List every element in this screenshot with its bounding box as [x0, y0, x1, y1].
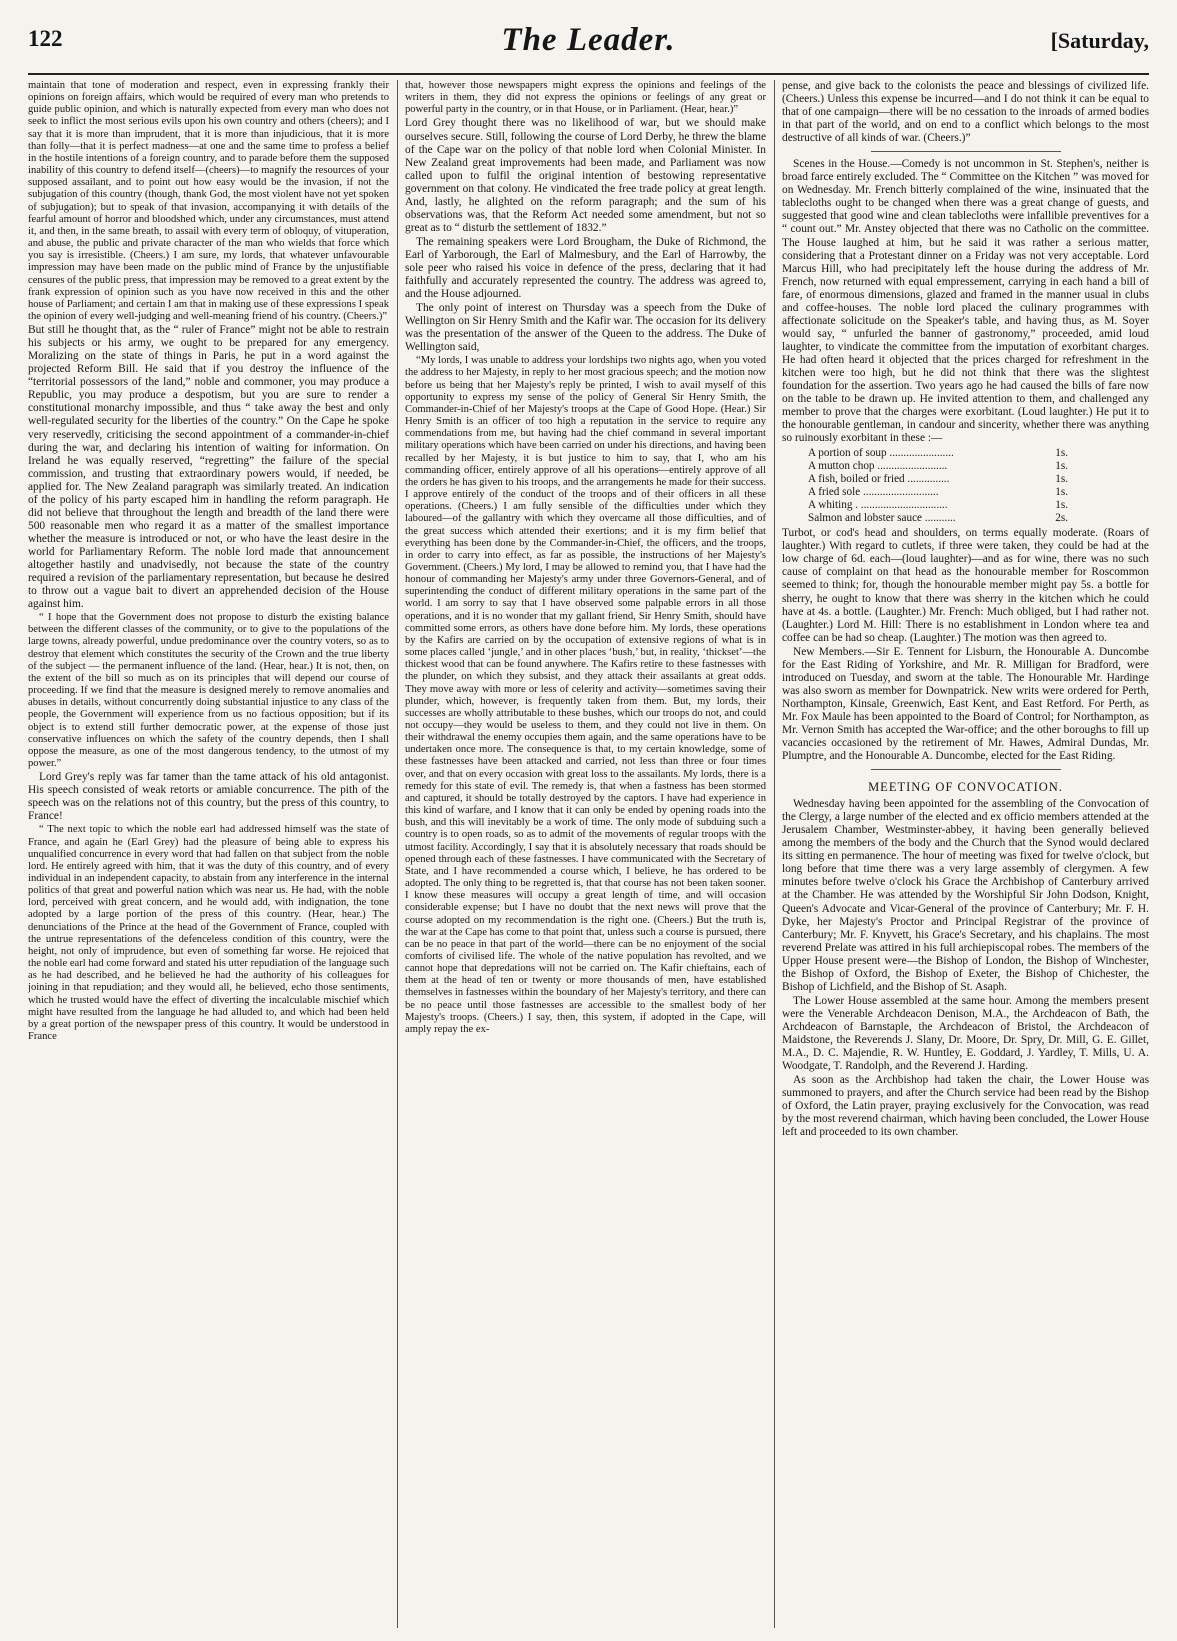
paragraph: Wednesday having been appointed for the assembling of the Convocation of the Clergy, a large number of the elected and ex officio members attended at the Jerusalem Chamber, Westminster-abbey, it having been generally believed among the members of the body and the Church that the Synod would declared its sitting en permanence. The hour of meeting was fixed for twelve o'clock, but long before that time there was a very large assembly of clergymen. A few minutes before twelve o'clock his Grace the Archbishop of Canterbury arrived at the Chamber. He was attended by the Worshipful Sir John Dodson, Knight, Queen's Advocate and Vicar-General of the province of Canterbury; Mr. F. H. Dyke, her Majesty's Proctor and Principal Registrar of the province of Canterbury; Mr. F. Knyvett, his Grace's Secretary, and his chaplains. The most reverend Prelate was attired in his full archiepiscopal robes. The members of the Upper House present were—the Bishop of London, the Bishop of Winchester, the Bishop of Oxford, the Bishop of Exeter, the Bishop of Chichester, the Bishop of Lichfield, and the Bishop of St. Asaph. [782, 798, 1149, 993]
columns [28, 80, 1149, 1628]
column-3 [782, 80, 1149, 1628]
bill-item [808, 486, 1068, 499]
bill-item-price: 1s. [1055, 499, 1068, 512]
column-2 [405, 80, 766, 1628]
column-divider [397, 80, 398, 1628]
section-divider [871, 151, 1061, 152]
page-header [28, 22, 1149, 72]
bill-item-price: 2s. [1055, 512, 1068, 525]
bill-item-label: A mutton chop ......................... [808, 460, 948, 473]
paragraph: The only point of interest on Thursday was a speech from the Duke of Wellington on Sir Henry Smith and the Kafir war. The occasion for its delivery was the presentation of the answer of the Queen to the address. The Duke of Wellington said, [405, 302, 766, 354]
column-1 [28, 80, 389, 1628]
page-number: 122 [28, 26, 63, 51]
paragraph: “ I hope that the Government does not propose to disturb the existing balance between the different classes of the community, or to give to the populations of the large towns, already powerful, undue predominance over the country voters, so as to destroy that element which constitutes the security of the Crown and the true liberty of the subject — the permanent influence of the land. (Hear, hear.) It is not, then, on the extent of the bill so much as on its principles that will depend our course of proceeding. If we find that the measure is designed merely to remove anomalies and abuses in details, without concurrently doing substantial injustice to any class of the people, the Government will experience from us no factious opposition; but if its object is to extend still further democratic power, at the expense of those just conservative influences on which the safety of the country depends, then I shall oppose the measure, as one of the most dangerous tendency, to the utmost of my power.” [28, 612, 389, 770]
bill-item [808, 512, 1068, 525]
header-rule [28, 73, 1149, 75]
paragraph: pense, and give back to the colonists the peace and blessings of civilized life. (Cheers.) Unless this expense be incurred—and I do not think it can be equal to that of one campaign—there will be no cessation to the inroads of armed bodies in that part of the world, and on end to a conflict which belongs to the most destructive of all kinds of war. (Cheers.)” [782, 80, 1149, 145]
bill-of-fare [808, 447, 1068, 525]
paragraph: Turbot, or cod's head and shoulders, on terms equally moderate. (Roars of laughter.) With regard to cutlets, if three were taken, they could be had at the low charge of 6d. each—(loud laughter)—and as for wine, there was no such cause of complaint on that head as the honourable member for Roscommon seemed to think; for, though the honourable member might pay 5s. a bottle for sherry, he ought to know that there was sherry in the kitchen which he could have at 4s. a bottle. (Laughter.) Mr. French: Much obliged, but I had rather not. (Laughter.) Lord M. Hill: There is no establishment in London where tea and coffee can be had so cheap. (Laughter.) The motion was then agreed to. [782, 527, 1149, 644]
paragraph: Scenes in the House.—Comedy is not uncommon in St. Stephen's, neither is broad farce entirely excluded. The “ Committee on the Kitchen ” was moved for on Wednesday. Mr. French bitterly complained of the wine, insinuated that the tablecloths ought to be changed when there was a great change of guests, and suggested that good wine and clean tablecloths were infallible preventives for a “ count out.” Mr. Anstey objected that there was no Catholic on the committee. The House laughed at him, but he said it was rather a serious matter, considering that a Protestant dinner on a Friday was not very acceptable. Lord Marcus Hill, who had precipitately left the house during the address of Mr. French, now returned with equal empressement, carrying in each hand a bill of fare, of enormous dimensions, glazed and framed in the manner usual in clubs and coffee-houses. The noble lord placed the culinary programmes with affectionate solicitude on the Speaker's table, and having thus, as M. Soyer would say, “ unfurled the banner of gastronomy,” proceeded, amid loud laughter, to vindicate the committee from the imputation of exorbitant charges. He had often heard it objected that the prices charged for refreshment in the kitchen were too high, but he did not think that there was the slightest foundation for the assertion. Two years ago he had caused the bills of fare now on the table to be drawn up. He invited attention to them, and challenged any member to prove that the charges were exorbitant. (Loud laughter.) He put it to the honourable gentleman, in candour and sincerity, whether there was anything so ruinously exorbitant in these :— [782, 158, 1149, 445]
bill-item-label: A fish, boiled or fried ............... [808, 473, 950, 486]
bill-item [808, 447, 1068, 460]
bill-item-price: 1s. [1055, 447, 1068, 460]
bill-item [808, 499, 1068, 512]
day-label: [Saturday, [1050, 28, 1149, 53]
masthead-title: The Leader. [501, 22, 676, 58]
paragraph: The remaining speakers were Lord Brougham, the Duke of Richmond, the Earl of Yarborough, the Earl of Malmesbury, and the Earl of Harrowby, the sole peer who raised his voice in defence of the press, declaring that it had faithfully and accurately represented the country. The address was agreed to, and the House adjourned. [405, 235, 766, 301]
paragraph: “My lords, I was unable to address your lordships two nights ago, when you voted the address to her Majesty, in reply to her most gracious speech; and the motion now before us being that her Majesty's reply be printed, I wish to avail myself of this opportunity to express my sense of the policy of General Sir Henry Smith, the Commander-in-Chief of her Majesty's troops at the Cape of Good Hope. (Hear.) Sir Henry Smith is an officer of too high a reputation in the service to require any commendations from me, but having had the chief command in several important military operations which have been carried on under his directions, and having been recalled by her Majesty, it is but justice to him to say, that I, who am his commanding officer, entirely approve of all his operations—entirely approve of all the orders he has given to his troops, and the arrangements he made for their success. I approve entirely of the conduct of the troops and of their officers in all these operations. (Cheers.) I am fully sensible of the difficulties under which they laboured—of the gallantry with which they overcame all those difficulties, and of the great success which attended their exertions; and it is my firm belief that everything has been done by the Commander-in-Chief, the officers, and the troops, in order to carry into effect, as far as possible, the instructions of her Majesty's Government. (Cheers.) My lord, I may be allowed to remind you, that I have had the honour of commanding her Majesty's army under three Governors-General, and of superintending the conduct of different military operations in the same part of the world. I am sorry to say that I have observed some palpable errors in all those operations, and it is no wonder that my gallant friend, Sir Henry Smith, should have committed some errors, as others have done before him. My lords, these operations by the Kafirs are carried on by the occupation of extensive regions of what is in some places called ‘jungle,’ and in other places ‘bush,’ but, in reality, ‘thickset’—the thickest wood that can be found anywhere. The Kafirs retire to these fastnesses with the plunder, on which they subsist, and they attack their assailants at great odds. They move away with more or less of celerity and activity—sometimes saving their plunder, which, however, is frequently taken from them. But, my lords, their successes are wholly attributable to these bushes, which our troops do not, and could not occupy—they would be useless to them, and they could not live in them. On their withdrawal the enemy occupies them again, and the same operations have to be undertaken once more. The consequence is that, to my certain knowledge, some of these fastnesses have been attacked and carried, not less than three or four times over, and that on every occasion with great loss to the assailants. My lords, there is a remedy for this state of evil. The remedy is, that when a fastness has been stormed and captured, it should be totally destroyed by the captors. I have had experience in this kind of warfare, and I know that it can only be ended by opening roads into the bush, and this will inevitably be a work of time. The only mode of subduing such a country is to open roads, so as to admit of the movements of regular troops with the utmost facility. Accordingly, I say that it is absolutely necessary that roads should be opened through each of these fastnesses. I have communicated with the Secretary of State, and I have recommended a course which, I believe, he has ordered to be adopted. The only thing to be regretted is, that that course has not been taken sooner. I know these measures will occupy a great length of time, and will occasion considerable expense; but I have no doubt that the next news will prove that the course adopted on my recommendation is the right one. (Cheers.) But the truth is, the war at the Cape has come to that point that, unless such a course is pursued, there can be no peace in that part of the world—there can be no enjoyment of the social comforts of civilised life. The whole of the native population has revolted, and we cannot hope that depredations will not be carried on. The Kafir chieftains, each of them at the head of ten or twenty or more thousands of men, have established themselves in fastnesses within the boundary of her Majesty's territory, and there can be no peace until those fastnesses are accessible to the smallest body of her Majesty's troops. (Cheers.) I say, then, this system, if adopted in the Cape, will amply repay the ex- [405, 355, 766, 1035]
paragraph: that, however those newspapers might express the opinions and feelings of the writers in them, they did not express the opinions or feelings of any great or powerful party in the country, or in that House, or in Parliament. (Hear, hear.)” [405, 80, 766, 116]
column-divider [774, 80, 775, 1628]
bill-item-label: A whiting . ............................... [808, 499, 948, 512]
bill-item-label: A portion of soup ....................... [808, 447, 954, 460]
paragraph: maintain that tone of moderation and respect, even in expressing frankly their opinions on foreign affairs, which would be required of every man who pretends to guide public opinion, and which is naturally expected from every man who does not seek to inflict the most serious evils upon his own country and others (cheers); and I say that it is more than imprudent, that it is more than injudicious, that it is more than folly—that it is perfect madness—at one and the same time to profess a belief in the hostile intentions of a foreign country, and to parade before them the supposed inability of this country to defend itself—(cheers)—to magnify the resources of your supposed assailant, and to point out how easy would be the invasion, if not the subjugation of this country (though, thank God, the most violent have not yet spoken of subjugation); but to speak of that invasion, accompanying it with details of the fearful amount of horror and bloodshed which, under any circumstances, must attend it, and then, in the same breath, to assail with every term of obloquy, of vituperation, and abuse, the public and private character of the man who wields that force which you say is irresistible. (Cheers.) I am sure, my lords, that whatever unfavourable impression may have been made on the public mind of France by the unjustifiable censures of the public press, that impression may be removed to a great extent by the frank expression of opinion such as you have now received in this and the other house of Parliament; and certain I am that in making use of these expressions I speak the opinion of every well-judging and well-meaning friend of his country. (Cheers.)” [28, 80, 389, 322]
bill-item [808, 460, 1068, 473]
paragraph: Lord Grey thought there was no likelihood of war, but we should make ourselves secure. Still, following the course of Lord Derby, he threw the blame of the Cape war on the policy of that noble lord when Colonial Minister. In New Zealand great improvements had been made, and Parliament was now called upon to fulfil the original intention of bestowing representative government on that colony. He vindicated the free trade policy at great length. And, lastly, he alighted on the reform paragraph; and the sum of his observations was, that the Reform Act needed some amendment, but not so great as to “ disturb the settlement of 1832.” [405, 117, 766, 234]
bill-item-price: 1s. [1055, 460, 1068, 473]
paragraph: As soon as the Archbishop had taken the chair, the Lower House was summoned to prayers, and after the Church service had been read by the Bishop of Oxford, the Latin prayer, praying exclusively for the Convocation, was read by the most reverend chairman, which having been concluded, the Lower House left and proceeded to its own chamber. [782, 1074, 1149, 1139]
bill-item [808, 473, 1068, 486]
paragraph: New Members.—Sir E. Tennent for Lisburn, the Honourable A. Duncombe for the East Riding of Yorkshire, and Mr. R. Milligan for Bradford, were introduced on Tuesday, and sworn at the table. The Honourable Mr. Hardinge was also sworn as member for Downpatrick. New writs were ordered for Perth, Northampton, Kinsale, Greenwich, East Kent, and East Retford. For Perth, as Mr. Fox Maule has been appointed to the Board of Control; for Northampton, as Mr. Vernon Smith has accepted the War-office; and the other boroughs to fill up vacancies occasioned by the retirement of Mr. Hawes, Admiral Dundas, Mr. Plumptre, and the Honourable A. Duncombe, elected for the East Riding. [782, 645, 1149, 763]
bill-item-label: Salmon and lobster sauce ........... [808, 512, 956, 525]
section-heading: MEETING OF CONVOCATION. [868, 780, 1063, 795]
bill-item-label: A fried sole ........................... [808, 486, 939, 499]
paragraph: The Lower House assembled at the same hour. Among the members present were the Venerable Archdeacon Denison, M.A., the Archdeacon of Bath, the Archdeacon of Barnstaple, the Archdeacon of Bristol, the Archdeacon of Maidstone, the Reverends J. Slany, Dr. Moore, Dr. Spry, Dr. Mill, G. E. Gillet, M.A., D. C. Majendie, R. W. Huntley, E. Goddard, J. Yardley, T. Mills, U. A. Woodgate, T. Randolph, and the Reverend J. Harding. [782, 994, 1149, 1073]
bill-item-price: 1s. [1055, 473, 1068, 486]
paragraph: Lord Grey's reply was far tamer than the tame attack of his old antagonist. His speech consisted of weak retorts or amiable concurrence. The pith of the speech was on the relations not of this country, but the press of this country, to France! [28, 771, 389, 823]
section-divider [871, 769, 1061, 770]
bill-item-price: 1s. [1055, 486, 1068, 499]
paragraph: But still he thought that, as the “ ruler of France” might not be able to restrain his subjects or his army, we ought to be prepared for any emergency. Moralizing on the state of things in Paris, he put in a word against the projected Reform Bill. He said that if you destroy the influence of the “territorial possessors of the land,” noble and commoner, you may produce a Republic, you may produce a despotism, but you are sure to render a constitutional monarchy impossible, and thus “ take away the best and only well-regulated security for the liberties of the country.” On the Cape he spoke very reservedly, criticising the second appointment of a commander-in-chief during the war, and declaring his intention of waiting for information. On Ireland he was equally reserved, “regretting” the failure of the special commission, and trusting that extraordinary powers would, if needed, be applied for. The New Zealand paragraph was similarly treated. An indication of the policy of his party escaped him in handling the reform paragraph. He did not believe that throughout the length and breadth of the land there were 500 reasonable men who regard it as a matter of the smallest importance whether the measure is introduced or not, or who have the least desire in the world for Parliamentary Reform. The noble lord made that announcement altogether hastily and unadvisedly, not because the state of the country required a revision of the parliamentary representation, but because he desired to throw out a vague bait to divert an apprehended decision of the House against him. [28, 324, 389, 611]
paragraph: “ The next topic to which the noble earl had addressed himself was the state of France, and again he (Earl Grey) had the pleasure of being able to express his unqualified concurrence in every word that had fallen on that subject from the noble lord. He entirely agreed with him, that it was the duty of this country, and of every individual in an independent capacity, to abstain from any interference in the internal politics of that great and powerful nation which was near us. He had, with the noble lord, perceived with great concern, and he would add, with indignation, the tone adopted by a large portion of the press of this country. (Hear, hear.) The denunciations of the Prince at the head of the Government of France, coupled with the untrue representations of the defenceless condition of this country, were the height, not only of imprudence, but even of something far worse. He rejoiced that the noble earl had come forward and stated his utter repudiation of the language such as he had described, and he believed he had the authority of his colleagues for joining in that repudiation; and they would all, he believed, echo those sentiments, which he trusted would have the effect of diverting the incalculable mischief which might have resulted from the language he had alluded to, and which had been held by a great portion of the newspaper press of this country. It would be understood in France [28, 824, 389, 1043]
